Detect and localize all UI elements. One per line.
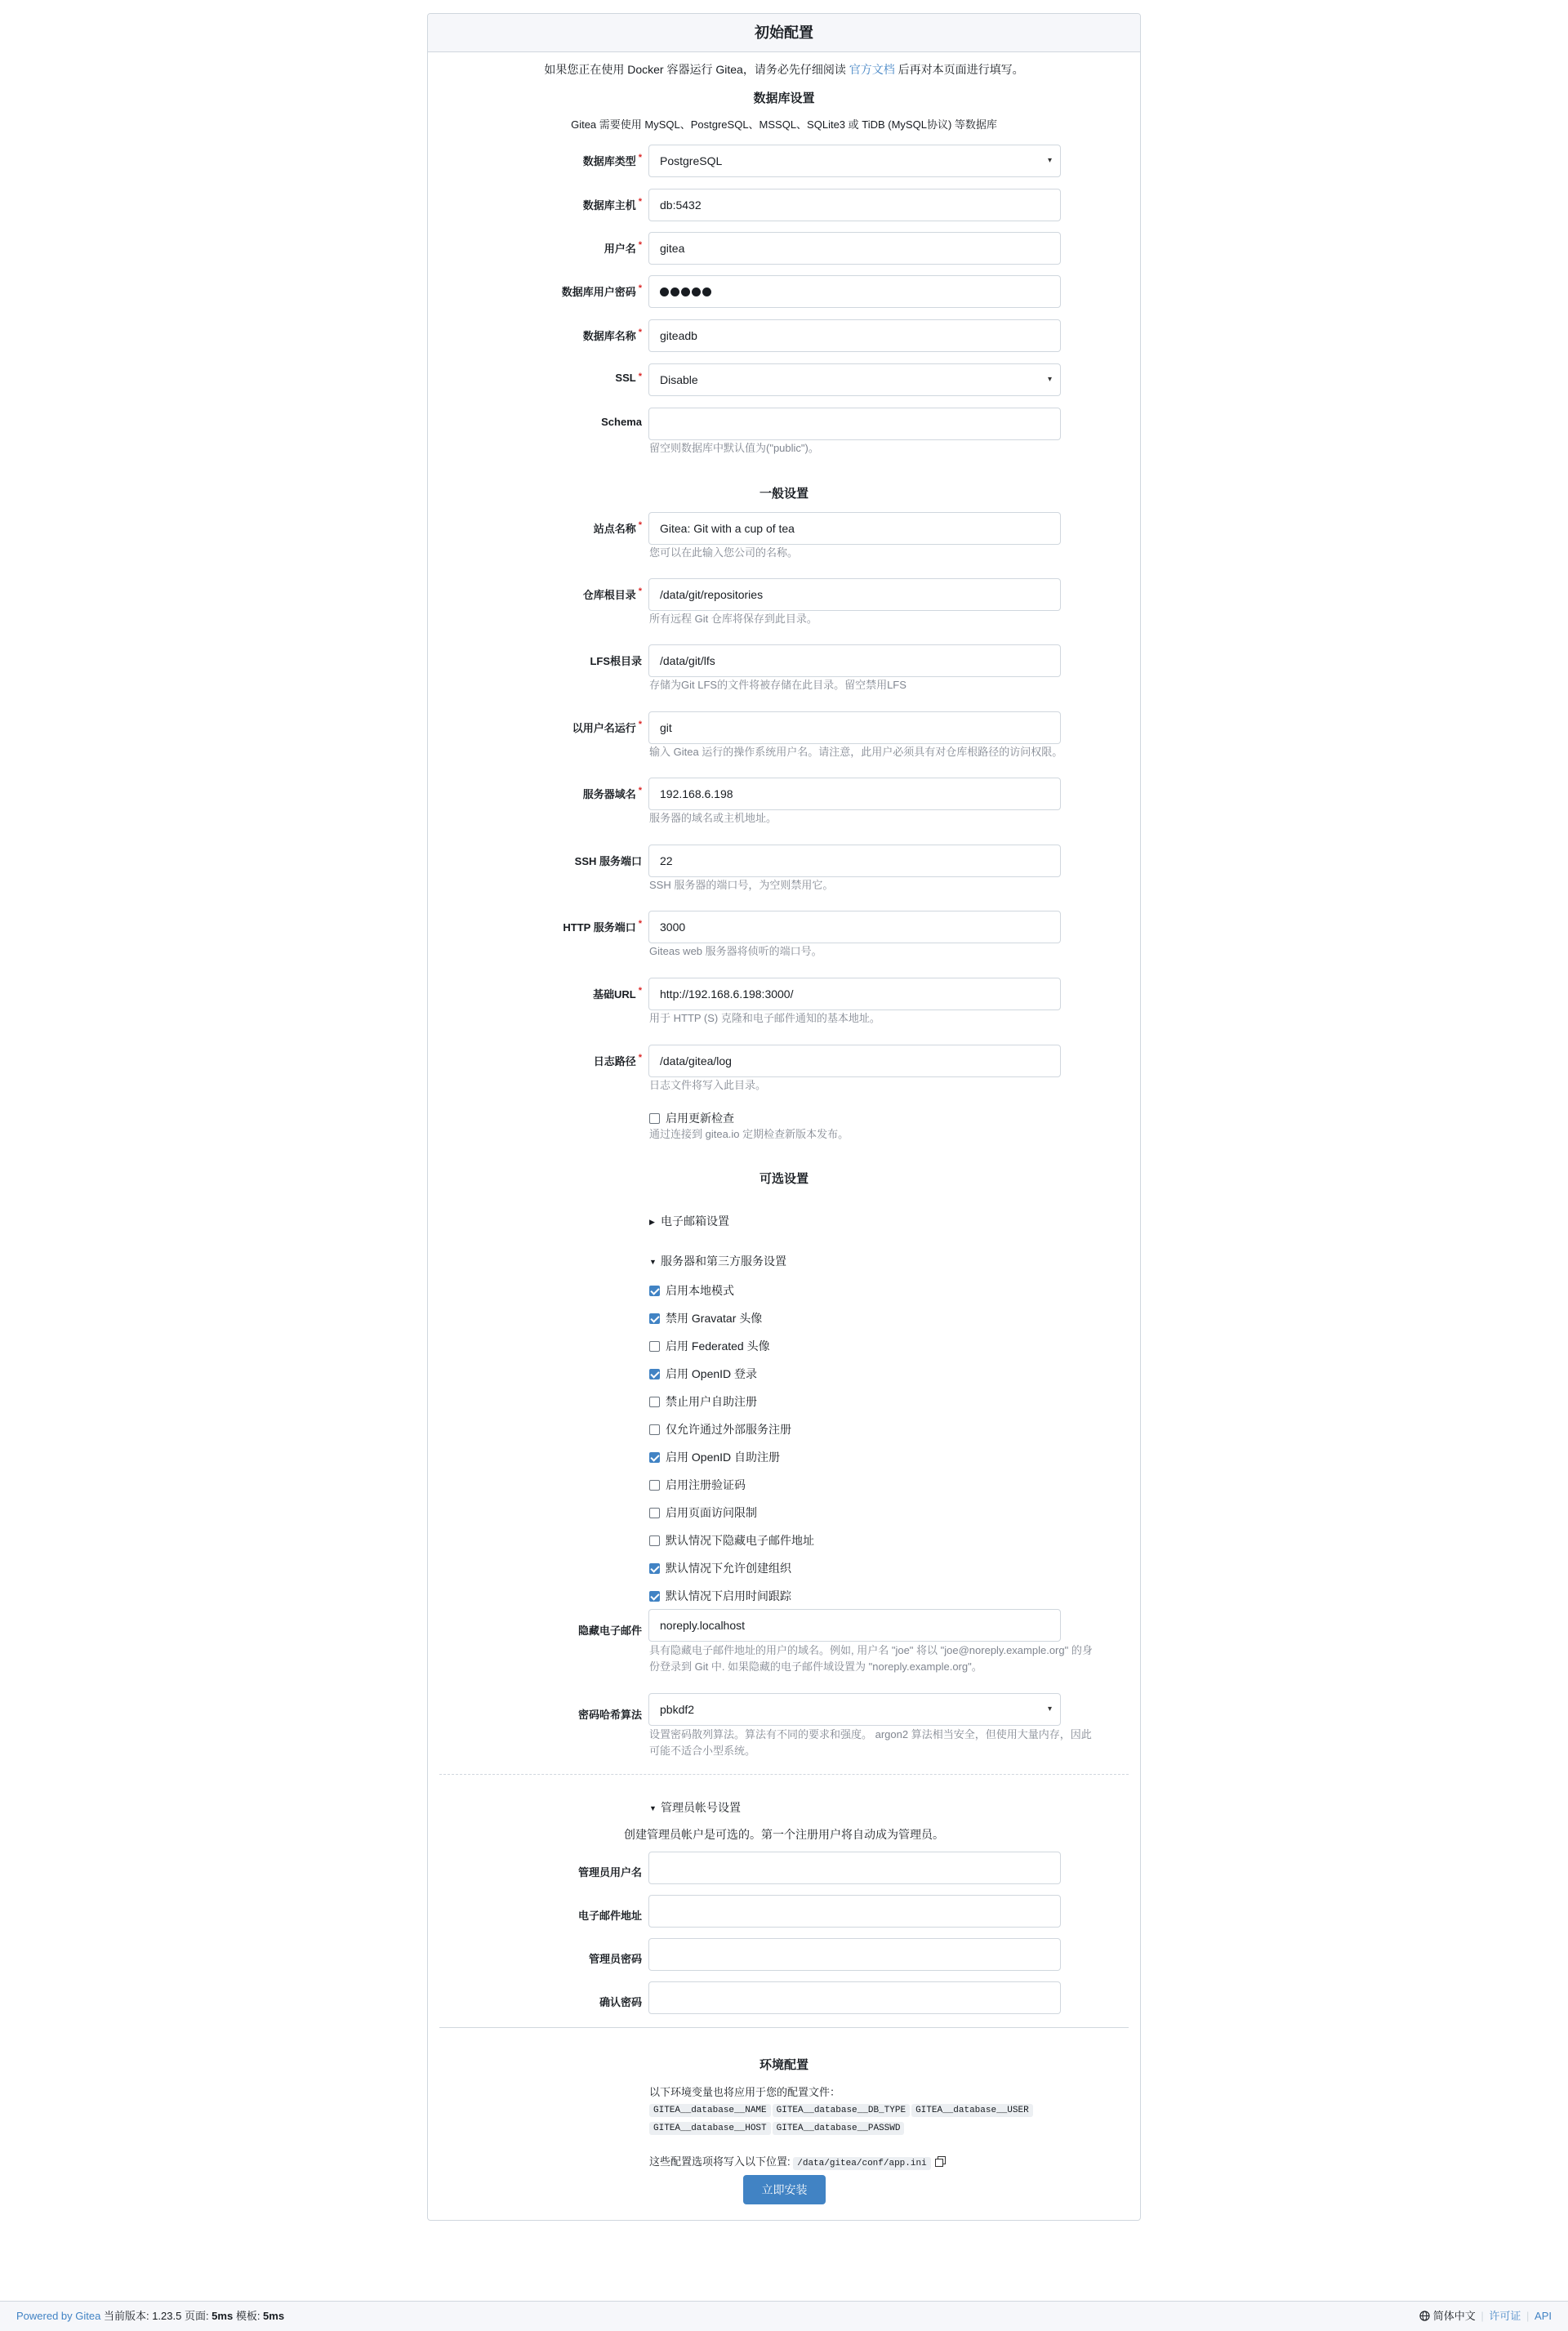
- checkbox-icon[interactable]: [649, 1341, 660, 1352]
- triangle-right-icon: ▶: [649, 1218, 655, 1226]
- server-settings-label: 服务器和第三方服务设置: [661, 1255, 786, 1268]
- option-label: 禁用 Gravatar 头像: [666, 1312, 763, 1325]
- admin-email-input[interactable]: [648, 1895, 1061, 1928]
- checkbox-checked-icon[interactable]: [649, 1313, 660, 1324]
- globe-icon: [1419, 2310, 1433, 2322]
- template-time: 5ms: [263, 2310, 285, 2322]
- option-checkbox[interactable]: [649, 1477, 746, 1492]
- ssh-port-label: SSH 服务端口: [574, 855, 642, 867]
- http-port-help: Giteas web 服务器将侦听的端口号。: [649, 945, 822, 957]
- caret-down-icon: ▾: [1047, 1705, 1052, 1714]
- option-checkbox[interactable]: [649, 1533, 814, 1548]
- install-form-card: [427, 13, 1141, 2221]
- admin-password-label: 管理员密码: [588, 1953, 642, 1965]
- log-path-input[interactable]: /data/gitea/log: [648, 1045, 1061, 1077]
- db-host-input[interactable]: db:5432: [648, 189, 1061, 221]
- run-user-input[interactable]: git: [648, 711, 1061, 744]
- repo-root-help: 所有远程 Git 仓库将保存到此目录。: [649, 613, 817, 625]
- http-port-input[interactable]: 3000: [648, 911, 1061, 943]
- schema-label: Schema: [601, 416, 642, 428]
- db-name-input[interactable]: giteadb: [648, 319, 1061, 352]
- update-check-help: 通过连接到 gitea.io 定期检查新版本发布。: [649, 1128, 849, 1140]
- db-section-subtitle: Gitea 需要使用 MySQL、PostgreSQL、MSSQL、SQLite3 或 TiDB (MySQL协议) 等数据库: [571, 118, 997, 131]
- log-path-help: 日志文件将写入此目录。: [649, 1079, 767, 1091]
- optional-section-title: 可选设置: [759, 1172, 808, 1186]
- ssh-port-input[interactable]: 22: [648, 845, 1061, 877]
- db-password-label: 数据库用户密码 *: [561, 283, 642, 298]
- option-label: 启用注册验证码: [666, 1478, 746, 1491]
- app-name-help: 您可以在此输入您公司的名称。: [649, 546, 799, 559]
- schema-help: 留空则数据库中默认值为("public")。: [649, 442, 819, 454]
- option-checkbox[interactable]: [649, 1366, 757, 1381]
- option-checkbox[interactable]: [649, 1311, 762, 1326]
- option-checkbox[interactable]: [649, 1505, 757, 1520]
- env-var: GITEA__database__NAME: [649, 2104, 771, 2117]
- caret-down-icon: ▾: [1047, 375, 1052, 384]
- env-var: GITEA__database__USER: [911, 2104, 1033, 2117]
- page-time: 5ms: [212, 2310, 234, 2322]
- admin-username-label: 管理员用户名: [577, 1866, 642, 1879]
- lfs-root-input[interactable]: /data/git/lfs: [648, 644, 1061, 677]
- admin-username-input[interactable]: [648, 1852, 1061, 1884]
- checkbox-checked-icon[interactable]: [649, 1563, 660, 1574]
- language-label: 简体中文: [1432, 2310, 1476, 2322]
- license-link[interactable]: 许可证: [1489, 2310, 1521, 2322]
- app-name-input[interactable]: Gitea: Git with a cup of tea: [648, 512, 1061, 545]
- db-type-select[interactable]: [648, 145, 1061, 177]
- config-path-value: /data/gitea/conf/app.ini: [793, 2157, 930, 2170]
- checkbox-icon[interactable]: [649, 1480, 660, 1491]
- option-checkbox[interactable]: [649, 1422, 791, 1437]
- noreply-help: 具有隐藏电子邮件地址的用户的域名。例如, 用户名 "joe" 将以 "joe@noreply.example.org" 的身份登录到 Git 中. 如果隐藏的电子邮件域设置为 "noreply.example.org"。: [649, 1644, 1093, 1673]
- env-var: GITEA__database__HOST: [649, 2122, 771, 2135]
- caret-down-icon: ▾: [1047, 156, 1052, 165]
- env-vars: [649, 2101, 1074, 2137]
- checkbox-checked-icon[interactable]: [649, 1369, 660, 1379]
- option-label: 默认情况下启用时间跟踪: [666, 1589, 791, 1602]
- admin-desc: 创建管理员帐户是可选的。第一个注册用户将自动成为管理员。: [624, 1828, 944, 1841]
- admin-email-label: 电子邮件地址: [577, 1910, 642, 1922]
- checkbox-checked-icon[interactable]: [649, 1286, 660, 1296]
- repo-root-input[interactable]: /data/git/repositories: [648, 578, 1061, 611]
- divider: [439, 1774, 1129, 1775]
- db-type-label: 数据库类型 *: [582, 153, 642, 167]
- install-button[interactable]: 立即安装: [743, 2175, 826, 2204]
- api-link[interactable]: API: [1535, 2310, 1552, 2322]
- docker-notice-text: 如果您正在使用 Docker 容器运行 Gitea，请务必先仔细阅读: [544, 63, 849, 76]
- run-user-help: 输入 Gitea 运行的操作系统用户名。请注意，此用户必须具有对仓库根路径的访问权限。: [649, 746, 1063, 758]
- checkbox-icon[interactable]: [649, 1424, 660, 1435]
- option-label: 启用本地模式: [666, 1284, 734, 1297]
- official-docs-link[interactable]: 官方文档: [849, 63, 895, 76]
- password-hash-value: pbkdf2: [660, 1703, 695, 1716]
- footer-left: [16, 2302, 284, 2331]
- db-name-label: 数据库名称 *: [582, 328, 642, 342]
- language-selector[interactable]: [1419, 2310, 1476, 2322]
- admin-settings-toggle[interactable]: [649, 1799, 741, 1816]
- db-user-label: 用户名 *: [604, 240, 642, 255]
- page-title: 初始配置: [428, 14, 1140, 52]
- template-text: 模板:: [233, 2310, 264, 2322]
- admin-settings-label: 管理员帐号设置: [661, 1801, 741, 1814]
- copy-icon[interactable]: [935, 2156, 946, 2169]
- db-user-input[interactable]: gitea: [648, 232, 1061, 265]
- ssl-value: Disable: [660, 373, 698, 386]
- ssl-select[interactable]: [648, 363, 1061, 396]
- option-label: 启用页面访问限制: [666, 1506, 757, 1519]
- config-path-row: [649, 2153, 946, 2173]
- db-section-title: 数据库设置: [753, 91, 815, 105]
- lfs-root-help: 存储为Git LFS的文件将被存储在此目录。留空禁用LFS: [649, 679, 906, 691]
- lfs-root-label: LFS根目录: [590, 655, 642, 667]
- env-desc: 以下环境变量也将应用于您的配置文件：: [649, 2086, 841, 2098]
- password-hash-select[interactable]: [648, 1693, 1061, 1726]
- general-section-title: 一般设置: [759, 487, 808, 501]
- option-label: 启用 Federated 头像: [666, 1339, 770, 1353]
- option-checkbox[interactable]: [649, 1589, 791, 1603]
- option-label: 仅允许通过外部服务注册: [666, 1423, 791, 1436]
- docker-notice: [428, 61, 1140, 78]
- noreply-input[interactable]: noreply.localhost: [648, 1609, 1061, 1642]
- password-hash-help: 设置密码散列算法。算法有不同的要求和强度。 argon2 算法相当安全，但使用大量内存，因此可能不适合小型系统。: [649, 1728, 1092, 1757]
- email-settings-toggle[interactable]: [649, 1213, 729, 1229]
- config-path-label: 这些配置选项将写入以下位置:: [649, 2155, 791, 2168]
- server-settings-toggle[interactable]: [649, 1253, 786, 1269]
- admin-confirm-label: 确认密码: [599, 1996, 642, 2008]
- domain-input[interactable]: 192.168.6.198: [648, 778, 1061, 810]
- option-label: 禁止用户自助注册: [666, 1395, 757, 1408]
- page-footer: [0, 2301, 1568, 2331]
- noreply-label: 隐藏电子邮件: [577, 1625, 642, 1637]
- triangle-down-icon: ▼: [649, 1804, 657, 1812]
- checkbox-checked-icon[interactable]: [649, 1452, 660, 1463]
- password-hash-label: 密码哈希算法: [577, 1709, 642, 1721]
- version-text: 当前版本: 1.23.5 页面:: [103, 2310, 212, 2322]
- schema-input[interactable]: [648, 408, 1061, 440]
- option-checkbox[interactable]: [649, 1561, 791, 1576]
- divider: [439, 2027, 1129, 2028]
- db-type-value: PostgreSQL: [660, 154, 723, 167]
- update-check-label: 启用更新检查: [666, 1112, 734, 1125]
- checkbox-icon[interactable]: [649, 1113, 660, 1124]
- checkbox-icon[interactable]: [649, 1397, 660, 1407]
- env-var: GITEA__database__DB_TYPE: [773, 2104, 910, 2117]
- domain-label: 服务器域名 *: [582, 786, 642, 800]
- option-checkbox[interactable]: [649, 1283, 734, 1298]
- ssl-label: SSL *: [615, 372, 642, 384]
- admin-password-input[interactable]: [648, 1938, 1061, 1971]
- email-settings-label: 电子邮箱设置: [661, 1215, 729, 1228]
- docker-notice-tail: 后再对本页面进行填写。: [894, 63, 1024, 76]
- checkbox-checked-icon[interactable]: [649, 1591, 660, 1602]
- triangle-down-icon: ▼: [649, 1258, 657, 1266]
- option-label: 默认情况下允许创建组织: [666, 1562, 791, 1575]
- checkbox-icon[interactable]: [649, 1508, 660, 1518]
- ssh-port-help: SSH 服务器的端口号，为空则禁用它。: [649, 879, 834, 891]
- run-user-label: 以用户名运行 *: [572, 720, 642, 734]
- option-label: 启用 OpenID 自助注册: [666, 1451, 781, 1464]
- db-password-input[interactable]: [648, 275, 1061, 308]
- base-url-label: 基础URL *: [593, 986, 642, 1001]
- option-checkbox[interactable]: [649, 1339, 770, 1353]
- option-label: 默认情况下隐藏电子邮件地址: [666, 1534, 814, 1547]
- domain-help: 服务器的域名或主机地址。: [649, 812, 777, 824]
- http-port-label: HTTP 服务端口 *: [563, 919, 642, 934]
- footer-right: 简体中文 | 许可证 | API: [1419, 2302, 1552, 2331]
- base-url-input[interactable]: http://192.168.6.198:3000/: [648, 978, 1061, 1010]
- option-label: 启用 OpenID 登录: [666, 1367, 758, 1380]
- update-check-checkbox[interactable]: [649, 1111, 734, 1125]
- app-name-label: 站点名称 *: [593, 520, 642, 535]
- checkbox-icon[interactable]: [649, 1535, 660, 1546]
- db-host-label: 数据库主机 *: [582, 197, 642, 212]
- env-section-title: 环境配置: [759, 2058, 808, 2072]
- powered-by-link[interactable]: Powered by Gitea: [16, 2310, 101, 2322]
- repo-root-label: 仓库根目录 *: [582, 586, 642, 601]
- base-url-help: 用于 HTTP (S) 克隆和电子邮件通知的基本地址。: [649, 1012, 880, 1024]
- env-var: GITEA__database__PASSWD: [773, 2122, 905, 2135]
- admin-confirm-input[interactable]: [648, 1981, 1061, 2014]
- option-checkbox[interactable]: [649, 1394, 757, 1409]
- log-path-label: 日志路径 *: [593, 1053, 642, 1067]
- option-checkbox[interactable]: [649, 1450, 780, 1464]
